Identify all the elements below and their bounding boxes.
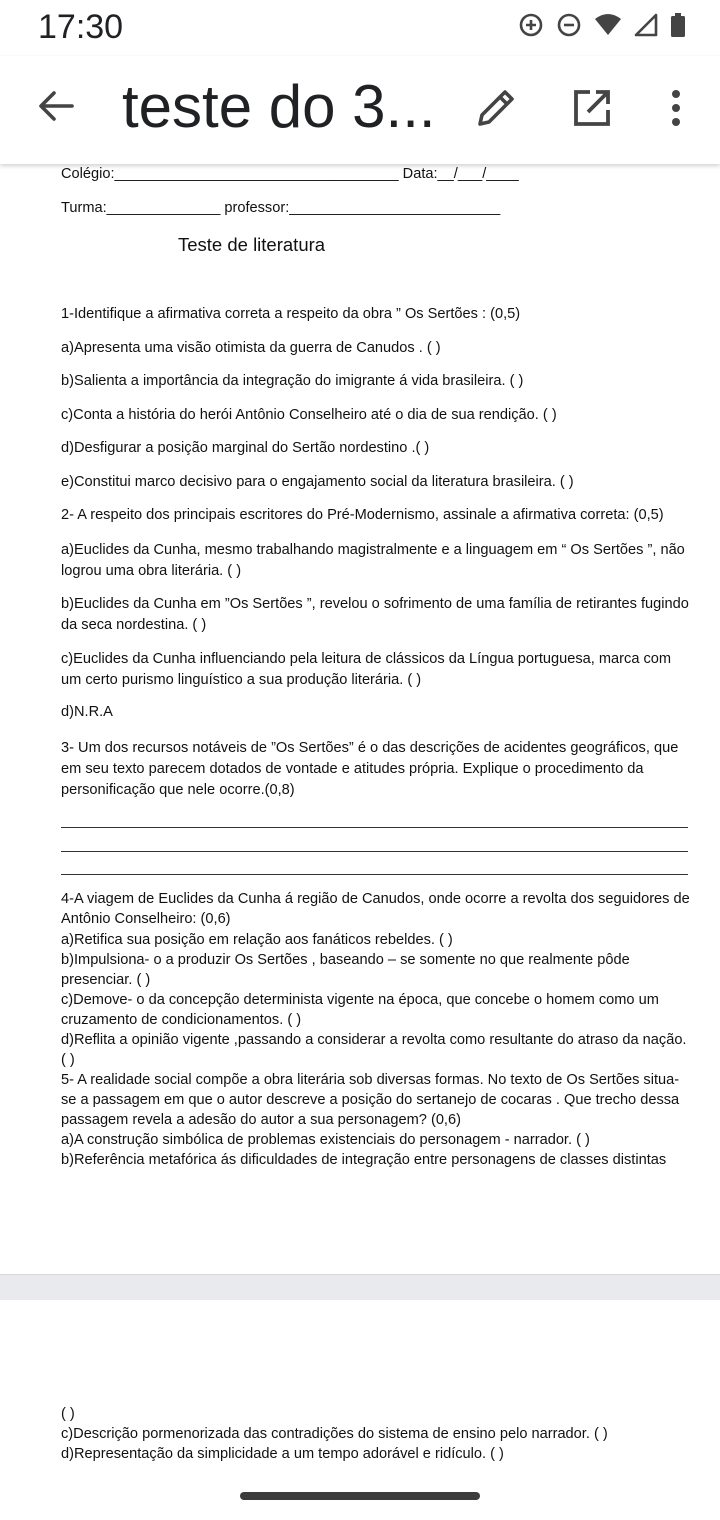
open-external-icon[interactable] xyxy=(570,86,614,130)
edit-pencil-icon[interactable] xyxy=(474,86,518,130)
status-bar xyxy=(0,0,720,56)
battery-icon xyxy=(670,12,686,38)
do-not-disturb-icon xyxy=(556,12,582,38)
q5-option-b-continuation: ( ) xyxy=(61,1406,75,1422)
signal-icon xyxy=(634,13,658,37)
q2-option-d: d)N.R.A xyxy=(61,704,113,720)
q3-prompt: 3- Um dos recursos notáveis de ”Os Sertões” é o das descrições de acidentes geográficos, que em seu texto parecem dotados de vontade e atitudes própria. Explique o procedimento da personificação que nele ocorre.(0,8) xyxy=(61,740,679,798)
q4-option-d: d)Reflita a opinião vigente ,passando a considerar a revolta como resultante do atraso da nação. ( ) xyxy=(61,1032,687,1068)
q5-prompt: 5- A realidade social compõe a obra literária sob diversas formas. No texto de Os Sertões situa-se a passagem em que o autor descreve a posição do sertanejo de cocaras . Que trecho dessa passagem revela a adesão do autor a sua personagem? (0,6) xyxy=(61,1072,680,1128)
q1-option-e: e)Constitui marco decisivo para o engajamento social da literatura brasileira. ( ) xyxy=(61,474,574,490)
q1-prompt: 1-Identifique a afirmativa correta a respeito da obra ” Os Sertões : (0,5) xyxy=(61,306,521,322)
q5-option-b: b)Referência metafórica ás dificuldades de integração entre personagens de classes distintas xyxy=(61,1152,667,1168)
q4-prompt: 4-A viagem de Euclides da Cunha á região de Canudos, onde ocorre a revolta dos seguidores de Antônio Conselheiro: (0,6) xyxy=(61,891,690,927)
q4-option-b: b)Impulsiona- o a produzir Os Sertões , baseando – se somente no que realmente pôde presenciar. ( ) xyxy=(61,952,630,988)
header-school-line: Colégio:___________________________________ Data:__/___/____ xyxy=(61,166,519,182)
app-bar xyxy=(0,56,720,164)
q5-option-a: a)A construção simbólica de problemas existenciais do personagem - narrador. ( ) xyxy=(61,1132,590,1148)
document-heading: Teste de literatura xyxy=(178,234,326,255)
back-arrow-icon[interactable] xyxy=(36,86,76,126)
more-options-icon[interactable] xyxy=(664,86,688,130)
document-title: teste do 3... xyxy=(122,73,436,140)
header-class-line: Turma:______________ professor:__________________________ xyxy=(61,200,501,216)
answer-line xyxy=(61,851,688,852)
q2-option-a: a)Euclides da Cunha, mesmo trabalhando magistralmente e a linguagem em “ Os Sertões ”, não logrou uma obra literária. ( ) xyxy=(61,542,685,579)
q2-option-c: c)Euclides da Cunha influenciando pela leitura de clássicos da Língua portuguesa, marca com um certo purismo linguístico a sua produção literária. ( ) xyxy=(61,651,672,688)
q1-option-c: c)Conta a história do herói Antônio Conselheiro até o dia de sua rendição. ( ) xyxy=(61,407,557,423)
gesture-navigation-bar[interactable] xyxy=(240,1492,480,1500)
q5-option-d: d)Representação da simplicidade a um tempo adorável e ridículo. ( ) xyxy=(61,1446,504,1462)
answer-line xyxy=(61,827,688,828)
q2-prompt: 2- A respeito dos principais escritores do Pré-Modernismo, assinale a afirmativa correta: (0,5) xyxy=(61,507,664,523)
q2-option-b: b)Euclides da Cunha em ”Os Sertões ”, revelou o sofrimento de uma família de retirantes fugindo da seca nordestina. ( ) xyxy=(61,596,689,633)
q1-option-d: d)Desfigurar a posição marginal do Sertão nordestino .( ) xyxy=(61,440,430,456)
q5-option-c: c)Descrição pormenorizada das contradições do sistema de ensino pelo narrador. ( ) xyxy=(61,1426,608,1442)
q4-option-c: c)Demove- o da concepção determinista vigente na época, que concebe o homem como um cruzamento de condicionamentos. ( ) xyxy=(61,992,659,1028)
q1-option-b: b)Salienta a importância da integração do imigrante á vida brasileira. ( ) xyxy=(61,373,524,389)
q4-option-a: a)Retifica sua posição em relação aos fanáticos rebeldes. ( ) xyxy=(61,932,453,948)
document-page-1[interactable] xyxy=(0,164,720,1274)
status-time: 17:30 xyxy=(38,8,124,46)
page-separator xyxy=(0,1274,720,1301)
q1-option-a: a)Apresenta uma visão otimista da guerra de Canudos . ( ) xyxy=(61,340,441,356)
data-saver-icon xyxy=(518,12,544,38)
answer-line xyxy=(61,874,688,875)
wifi-icon xyxy=(594,13,622,37)
document-page-2[interactable] xyxy=(0,1300,720,1520)
